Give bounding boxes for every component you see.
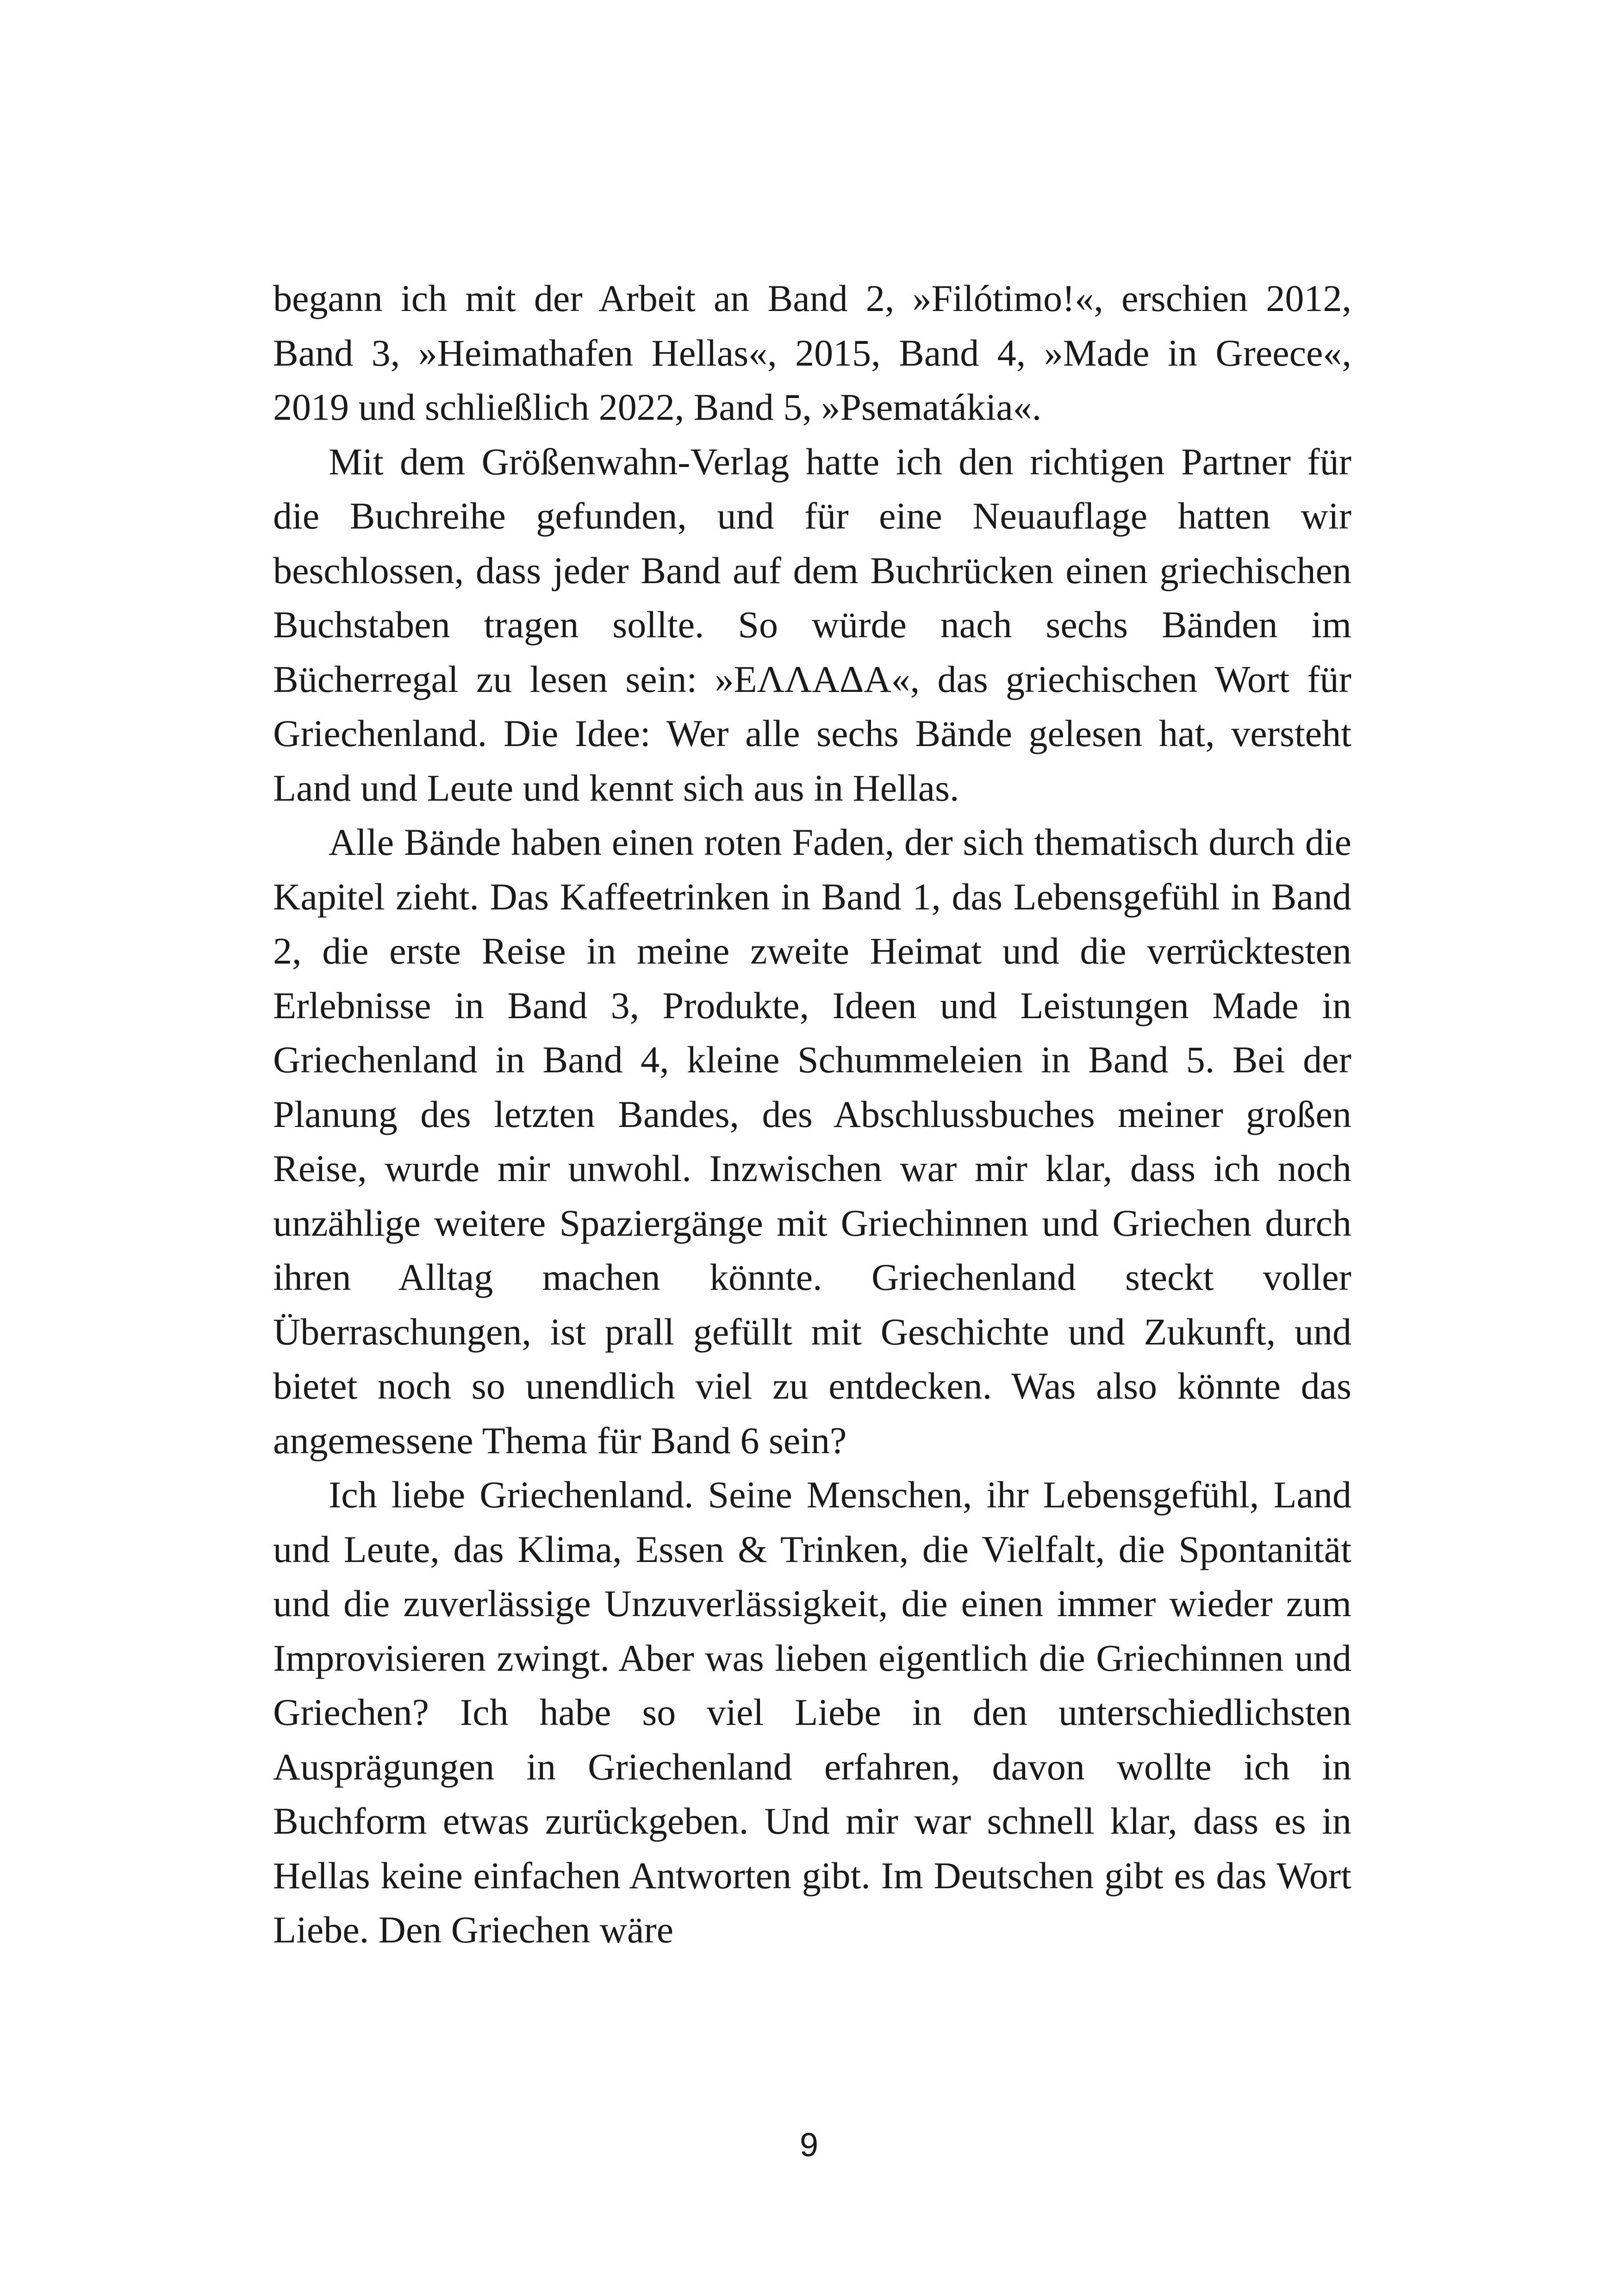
- paragraph-2: Mit dem Größenwahn-Verlag hatte ich den richtigen Partner für die Buchreihe gefunden, und für eine Neuauflage hatten wir beschlossen, dass jeder Band auf dem Buchrücken einen griechischen Buchstaben tragen sollte. So würde nach sechs Bänden im Bücherregal zu lesen sein: »ΕΛΛΑΔΑ«, das griechischen Wort für Griechenland. Die Idee: Wer alle sechs Bände gelesen hat, versteht Land und Leute und kennt sich aus in Hellas.: [273, 440, 1351, 809]
- body-text: [273, 271, 1351, 1957]
- paragraph-1: begann ich mit der Arbeit an Band 2, »Filótimo!«, erschien 2012, Band 3, »Heimathafen Hellas«, 2015, Band 4, »Made in Greece«, 2019 und schließlich 2022, Band 5, »Psematákia«.: [273, 277, 1351, 428]
- page-number: 9: [799, 2127, 819, 2164]
- paragraph-3: Alle Bände haben einen roten Faden, der sich thematisch durch die Kapitel zieht. Das Kaffeetrinken in Band 1, das Lebensgefühl in Band 2, die erste Reise in meine zweite Heimat und die verrücktesten Erlebnisse in Band 3, Produkte, Ideen und Leistungen Made in Griechenland in Band 4, kleine Schummeleien in Band 5. Bei der Planung des letzten Bandes, des Abschlussbuches meiner großen Reise, wurde mir unwohl. Inzwischen war mir klar, dass ich noch unzählige weitere Spaziergänge mit Griechinnen und Griechen durch ihren Alltag machen könnte. Griechenland steckt voller Überraschungen, ist prall gefüllt mit Geschichte und Zukunft, und bietet noch so unendlich viel zu entdecken. Was also könnte das angemessene Thema für Band 6 sein?: [273, 821, 1351, 1462]
- paragraph-4: Ich liebe Griechenland. Seine Menschen, ihr Lebensgefühl, Land und Leute, das Klima, Essen & Trinken, die Vielfalt, die Spontanität und die zuverlässige Unzuverlässigkeit, die einen immer wieder zum Improvisieren zwingt. Aber was lieben eigentlich die Griechinnen und Griechen? Ich habe so viel Liebe in den unterschiedlichsten Ausprägungen in Griechenland erfahren, davon wollte ich in Buchform etwas zurückgeben. Und mir war schnell klar, dass es in Hellas keine einfachen Antworten gibt. Im Deutschen gibt es das Wort Liebe. Den Griechen wäre: [273, 1474, 1351, 1951]
